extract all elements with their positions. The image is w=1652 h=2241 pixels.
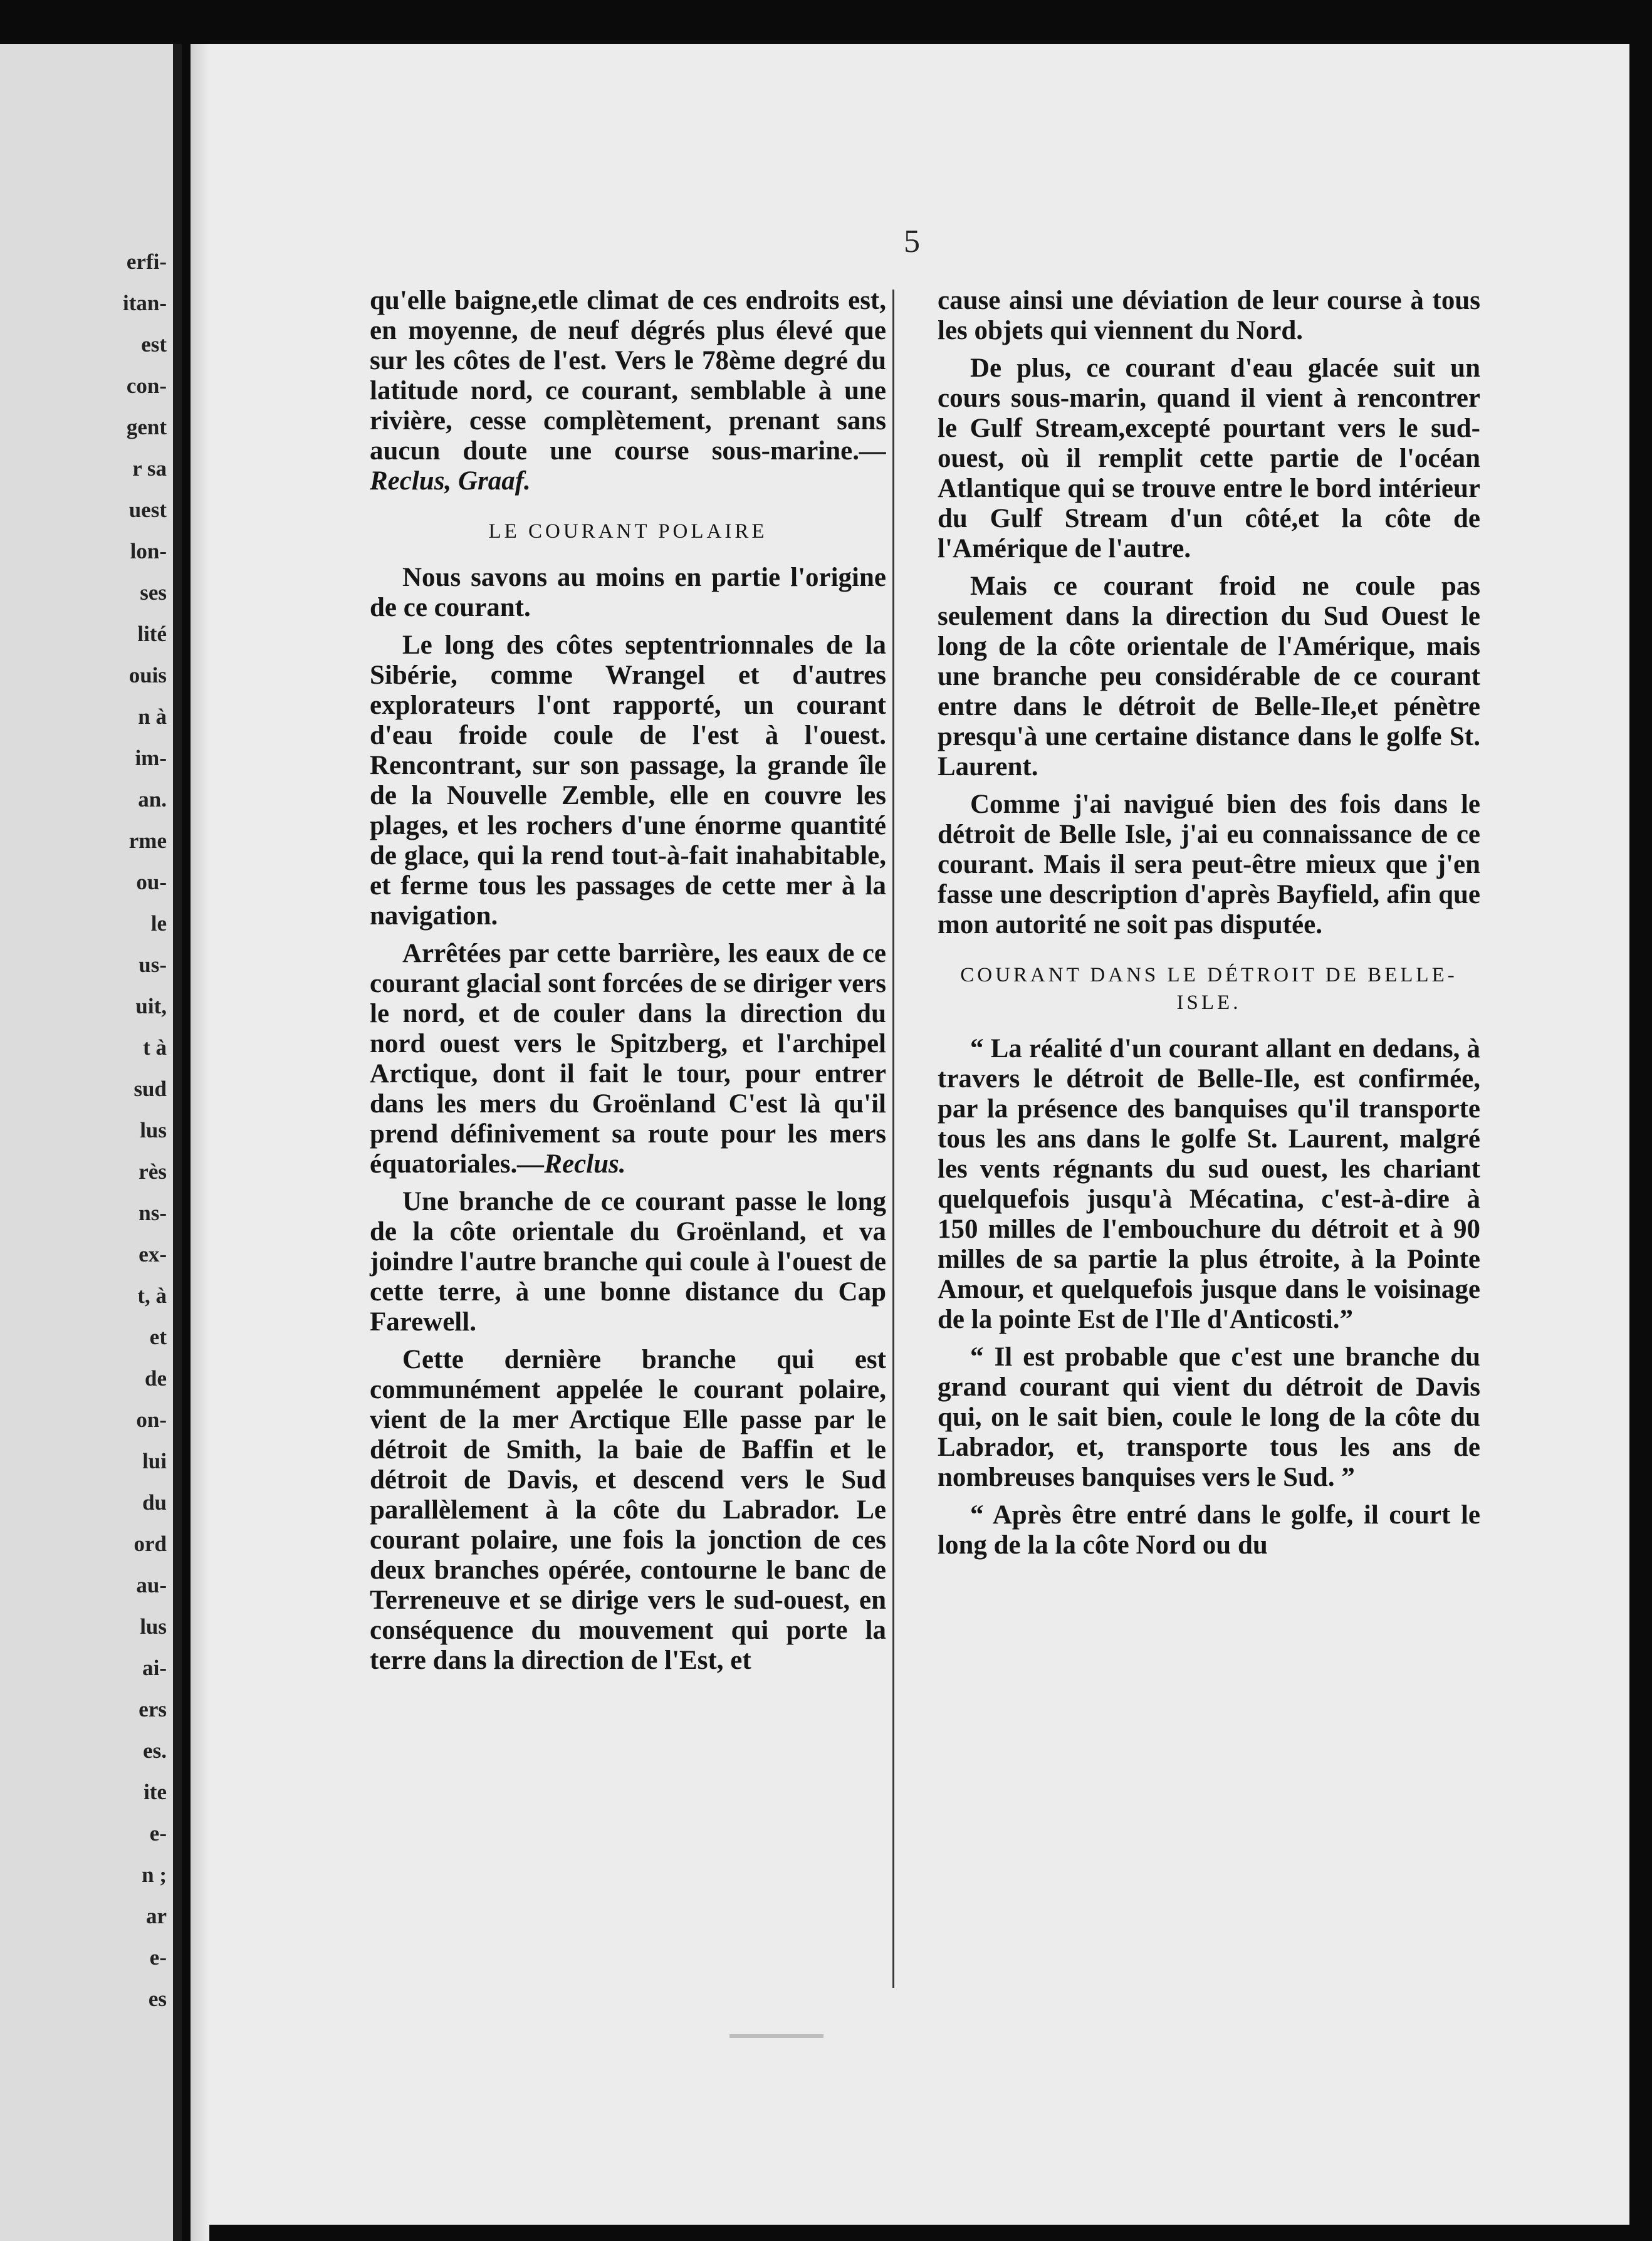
fragment-text: le bbox=[150, 911, 167, 936]
fragment-text: lus bbox=[140, 1614, 167, 1639]
paragraph: “ Il est probable que c'est une branche du grand courant qui vient du détroit de Davis qui, on le sait bien, coule le long de la côte du Labrador, et, transporte tous les ans de nombreuses banquises vers le Sud. ” bbox=[938, 1342, 1480, 1492]
paragraph bbox=[370, 286, 886, 496]
right-column bbox=[938, 286, 1480, 1568]
fragment-text: n ; bbox=[142, 1862, 167, 1887]
ink-smudge bbox=[729, 2034, 823, 2038]
paragraph: Nous savons au moins en partie l'origine de ce courant. bbox=[370, 563, 886, 622]
section-heading: LE COURANT POLAIRE bbox=[488, 520, 768, 543]
fragment-text: r sa bbox=[132, 456, 167, 481]
fragment-text: uest bbox=[128, 498, 167, 522]
fragment-text: ite bbox=[144, 1780, 167, 1804]
fragment-text: e- bbox=[149, 1945, 167, 1970]
paragraph-text: Arrêtées par cette barrière, les eaux de ce courant glacial sont forcées de se diriger vers le nord, et de couler dans la direction du nord ouest vers le Spitzberg, et l'archipel Arctique, dont il fait le tour, pour entrer dans les mers du Groënland C'est là qu'il prend définivement sa route pour les mers équatoriales. bbox=[370, 939, 886, 1179]
fragment-text: ers bbox=[139, 1697, 167, 1721]
fragment-text: ord bbox=[133, 1532, 167, 1556]
paragraph bbox=[370, 939, 886, 1179]
fragment-text: ar bbox=[145, 1904, 167, 1928]
fragment-text: de bbox=[145, 1366, 167, 1391]
fragment-text: on- bbox=[136, 1408, 167, 1432]
fragment-text: ex- bbox=[139, 1242, 167, 1267]
fragment-text: es bbox=[148, 1987, 167, 2011]
paragraph: Une branche de ce courant passe le long de la côte orientale du Groënland, et va joindre l'autre branche qui coule à l'ouest de cette terre, à une bonne distance du Cap Farewell. bbox=[370, 1187, 886, 1337]
fragment-text: ou- bbox=[136, 870, 167, 894]
fragment-text: lui bbox=[142, 1449, 167, 1473]
fragment-text: im- bbox=[135, 746, 167, 770]
fragment-text: ouis bbox=[128, 663, 167, 687]
fragment-text: du bbox=[142, 1490, 167, 1515]
citation: —Reclus. bbox=[517, 1149, 626, 1179]
adjacent-page-strip bbox=[0, 44, 182, 2241]
paragraph: “ Après être entré dans le golfe, il court le long de la la côte Nord ou du bbox=[938, 1500, 1480, 1560]
fragment-text: rme bbox=[128, 828, 167, 853]
paragraph-text: qu'elle baigne,etle climat de ces endroits est, en moyenne, de neuf dégrés plus élevé que sur les côtes de l'est. Vers le 78ème degré du latitude nord, ce courant, semblable à une rivière, cesse complètement, prenant sans aucun doute une course sous-marine. bbox=[370, 286, 886, 466]
paragraph: Comme j'ai navigué bien des fois dans le détroit de Belle Isle, j'ai eu connaissance de ce courant. Mais il sera peut-être mieux que j'en fasse une description d'après Bayfield, afin que mon autorité ne soit pas disputée. bbox=[938, 790, 1480, 939]
fragment-text: uit, bbox=[135, 994, 167, 1018]
fragment-text: ns- bbox=[139, 1201, 167, 1225]
column-rule bbox=[892, 290, 894, 1988]
fragment-text: est bbox=[141, 332, 167, 357]
fragment-text: es. bbox=[143, 1738, 167, 1763]
fragment-text: an. bbox=[138, 787, 167, 812]
left-column bbox=[370, 286, 886, 1683]
paragraph: Le long des côtes septentrionnales de la Sibérie, comme Wrangel et d'autres explorateurs l'ont rapporté, un courant d'eau froide coule de l'est à l'ouest. Rencontrant, sur son passage, la grande île de la Nouvelle Zemble, elle en couvre les plages, et les rochers d'une énorme quantité de glace, qui la rend tout-à-fait inahabitable, et ferme tous les passages de cette mer à la navigation. bbox=[370, 630, 886, 931]
fragment-text: et bbox=[149, 1325, 167, 1349]
section-heading: COURANT DANS LE DÉTROIT DE BELLE-ISLE. bbox=[960, 964, 1458, 1014]
fragment-text: t à bbox=[143, 1035, 167, 1060]
paragraph: Mais ce courant froid ne coule pas seulement dans la direction du Sud Ouest le long de la côte orientale de l'Amérique, mais une branche peu considérable de ce courant entre dans le détroit de Belle-Ile,et pénètre presqu'à une certaine distance dans le golfe St. Laurent. bbox=[938, 572, 1480, 781]
fragment-text: gent bbox=[126, 415, 167, 439]
page-number: 5 bbox=[904, 224, 920, 259]
fragment-text: ai- bbox=[142, 1656, 167, 1680]
fragment-text: e- bbox=[149, 1821, 167, 1846]
fragment-text: t, à bbox=[137, 1283, 167, 1308]
fragment-text: con- bbox=[126, 374, 167, 398]
fragment-text: lon- bbox=[130, 539, 167, 563]
fragment-text: ses bbox=[140, 580, 167, 605]
fragment-text: itan- bbox=[123, 291, 167, 315]
paragraph: cause ainsi une déviation de leur course à tous les objets qui viennent du Nord. bbox=[938, 286, 1480, 345]
fragment-text: sud bbox=[133, 1077, 167, 1101]
paragraph: Cette dernière branche qui est communément appelée le courant polaire, vient de la mer Arctique Elle passe par le détroit de Smith, la baie de Baffin et le détroit de Davis, et descend vers le Sud parallèlement à la côte du Labrador. Le courant polaire, une fois la jonction de ces deux branches opérée, contourne le banc de Terreneuve et se dirige vers le sud-ouest, en conséquence du mouvement qui porte la terre dans la direction de l'Est, et bbox=[370, 1345, 886, 1675]
page-binding bbox=[191, 44, 209, 2241]
paragraph: “ La réalité d'un courant allant en dedans, à travers le détroit de Belle-Ile, est confirmée, par la présence des banquises qu'il transporte tous les ans dans le golfe St. Laurent, malgré les vents régnants du sud ouest, les chariant quelquefois jusqu'à Mécatina, c'est-à-dire à 150 milles de l'embouchure du détroit et à 90 milles de sa partie la plus étroite, à la Pointe Amour, et quelquefois jusque dans le voisinage de la pointe Est de l'Ile d'Anticosti.” bbox=[938, 1034, 1480, 1334]
page-gutter bbox=[173, 44, 182, 2241]
fragment-text: au- bbox=[136, 1573, 167, 1597]
fragment-text: rès bbox=[139, 1159, 167, 1184]
citation: —Reclus, Graaf. bbox=[370, 436, 886, 496]
fragment-text: us- bbox=[139, 953, 167, 977]
fragment-text: lus bbox=[140, 1118, 167, 1142]
document-page bbox=[209, 44, 1629, 2225]
fragment-text: lité bbox=[137, 622, 167, 646]
fragment-text: erfi- bbox=[126, 249, 167, 274]
fragment-text: n à bbox=[138, 704, 167, 729]
paragraph: De plus, ce courant d'eau glacée suit un cours sous-marin, quand il vient à rencontrer le Gulf Stream,excepté pourtant vers le sud-ouest, où il remplit cette partie de l'océan Atlantique qui se trouve entre le bord intérieur du Gulf Stream d'un côté,et la côte de l'Amérique de l'autre. bbox=[938, 353, 1480, 563]
